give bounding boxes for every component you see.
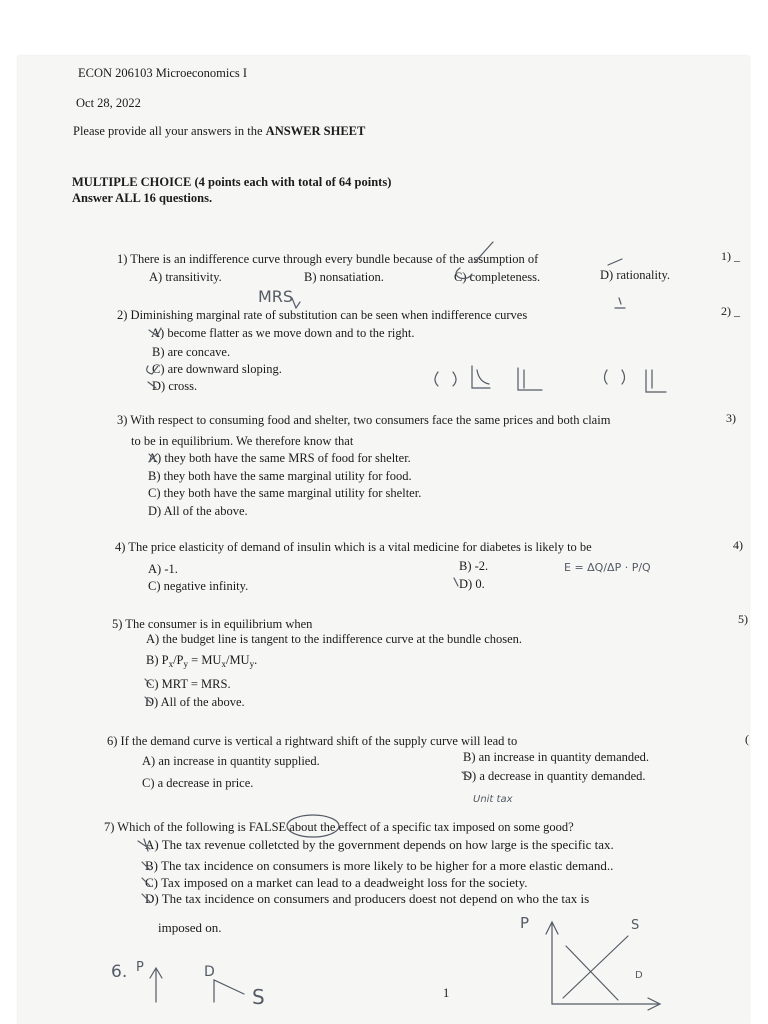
- section-title: MULTIPLE CHOICE (4 points each with total of 64 points): [72, 175, 392, 189]
- course-title: ECON 206103 Microeconomics I: [78, 66, 248, 80]
- q5-option-c: C) MRT = MRS.: [146, 677, 231, 691]
- q2-stem: 2) Diminishing marginal rate of substitution can be seen when indifference curves: [117, 308, 528, 322]
- q1-option-d: D) rationality.: [600, 268, 671, 282]
- q1-option-b: B) nonsatiation.: [304, 270, 384, 284]
- q3-stem-line2: to be in equilibrium. We therefore know that: [131, 434, 354, 448]
- q3-option-d: D) All of the above.: [148, 504, 248, 518]
- handwritten-graph-p: P: [520, 914, 530, 932]
- handwritten-elasticity: E = ΔQ/ΔP · P/Q: [564, 561, 651, 574]
- q4-option-d: D) 0.: [459, 577, 485, 591]
- q1-option-c: C) completeness.: [454, 270, 541, 284]
- q6-option-c: C) a decrease in price.: [142, 776, 254, 790]
- q4-option-c: C) negative infinity.: [148, 579, 249, 593]
- q5-option-a: A) the budget line is tangent to the indifference curve at the bundle chosen.: [146, 632, 523, 646]
- q1-answer-slot: 1) _: [721, 249, 740, 263]
- exam-page: [18, 56, 749, 1024]
- instruction: [73, 124, 365, 139]
- q3-option-a: A) they both have the same MRS of food for shelter.: [148, 451, 411, 465]
- handwritten-unit-tax: Unit tax: [473, 794, 513, 805]
- handwritten-graph-d: D: [635, 970, 643, 981]
- handwritten-bottom-6: 6.: [111, 962, 128, 982]
- handwritten-bottom-p: P: [136, 960, 144, 975]
- instruction-bold: ANSWER SHEET: [265, 124, 366, 138]
- q3-answer-slot: 3): [726, 411, 736, 425]
- q7-stem: 7) Which of the following is FALSE about the effect of a specific tax imposed on some good?: [104, 820, 574, 834]
- q5-stem: 5) The consumer is in equilibrium when: [112, 617, 313, 631]
- page-number: 1: [443, 986, 450, 1000]
- q1-stem: 1) There is an indifference curve through every bundle because of the assumption of: [117, 252, 539, 266]
- q2-answer-slot: 2) _: [721, 304, 740, 318]
- q1-option-a: A) transitivity.: [149, 270, 222, 284]
- q7-option-d-line2: imposed on.: [158, 920, 222, 935]
- q4-answer-slot: 4): [733, 538, 743, 552]
- q6-option-d: D) a decrease in quantity demanded.: [463, 769, 646, 783]
- q2-option-c: C) are downward sloping.: [152, 362, 282, 376]
- handwritten-graph-s: S: [631, 918, 640, 933]
- q6-answer-slot: (: [745, 732, 749, 746]
- q5-answer-slot: 5): [738, 612, 748, 626]
- q4-stem: 4) The price elasticity of demand of insulin which is a vital medicine for diabetes is likely to be: [115, 540, 592, 554]
- q3-stem-line1: 3) With respect to consuming food and shelter, two consumers face the same prices and both claim: [117, 413, 611, 427]
- q7-option-d: D) The tax incidence on consumers and producers doest not depend on who the tax is: [145, 891, 590, 906]
- exam-date: Oct 28, 2022: [76, 96, 141, 110]
- handwritten-bottom-d: D: [204, 964, 215, 980]
- q5-option-d: D) All of the above.: [145, 695, 245, 709]
- q7-option-b: B) The tax incidence on consumers is more likely to be higher for a more elastic demand..: [145, 858, 614, 873]
- q4-option-a: A) -1.: [148, 562, 178, 576]
- q6-option-b: B) an increase in quantity demanded.: [463, 750, 650, 764]
- instruction-text: Please provide all your answers in the: [73, 124, 266, 138]
- q2-option-d: D) cross.: [152, 379, 198, 393]
- q2-option-b: B) are concave.: [152, 345, 231, 359]
- q2-option-a: A) become flatter as we move down and to the right.: [151, 326, 415, 340]
- handwritten-bottom-s: S: [252, 985, 265, 1009]
- q7-stem-false: FALSE: [248, 820, 287, 834]
- section-subtitle: Answer ALL 16 questions.: [72, 191, 213, 205]
- q5-option-b: B) $P_x/P_y = MU_x/MU_y$.: [146, 653, 258, 669]
- q3-option-c: C) they both have the same marginal utility for shelter.: [148, 486, 422, 500]
- handwritten-mrs: MRS: [258, 287, 294, 306]
- q3-option-b: B) they both have the same marginal utility for food.: [148, 469, 412, 483]
- q6-stem: 6) If the demand curve is vertical a rightward shift of the supply curve will lead to: [107, 734, 518, 748]
- q4-option-b: B) -2.: [459, 559, 489, 573]
- q7-option-a: A) The tax revenue colletcted by the government depends on how large is the specific tax.: [145, 837, 614, 852]
- q6-option-a: A) an increase in quantity supplied.: [142, 754, 320, 768]
- q7-option-c: C) Tax imposed on a market can lead to a deadweight loss for the society.: [145, 875, 528, 890]
